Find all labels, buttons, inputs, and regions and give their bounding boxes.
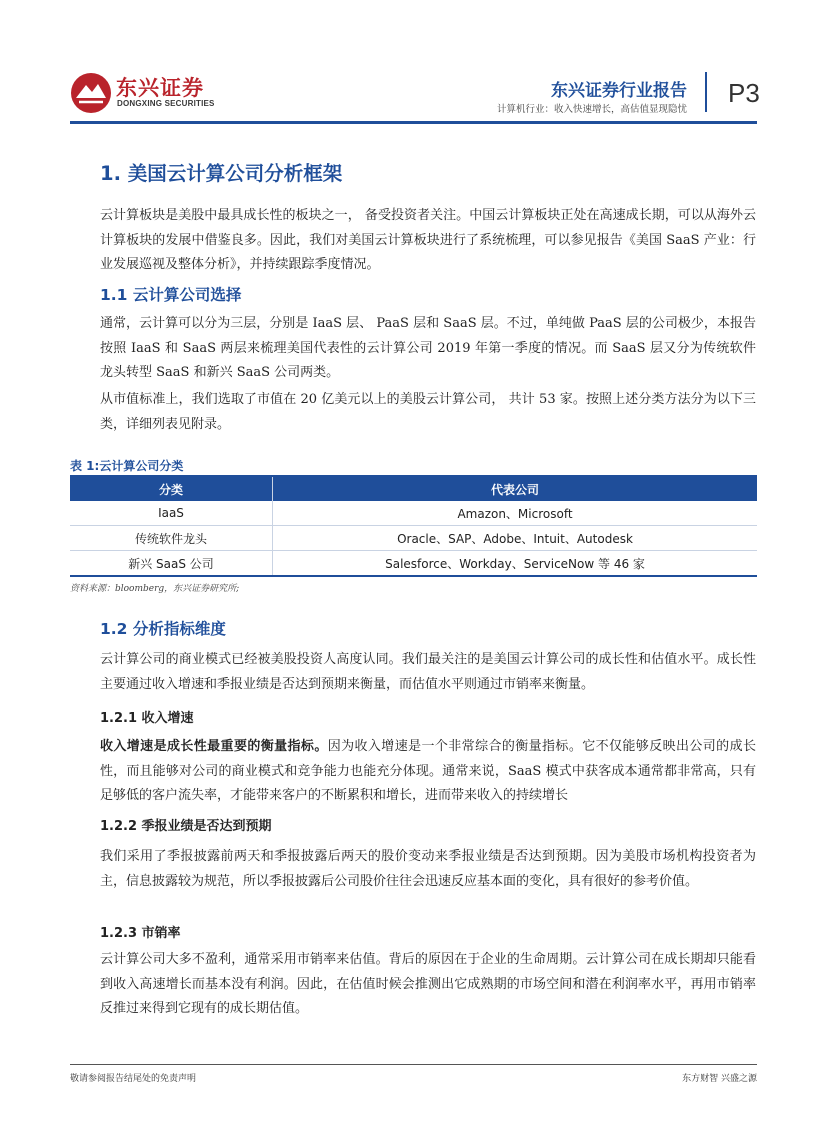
footer-slogan: 东方财智 兴盛之源 (682, 1074, 757, 1084)
section-1-title: 1. 美国云计算公司分析框架 (100, 162, 343, 185)
report-subtitle: 计算机行业：收入快速增长，高估值显现隐忧 (496, 104, 687, 115)
section-1-2-3-body: 云计算公司大多不盈利，通常采用市销率来估值。背后的原因在于企业的生命周期。云计算公司在成长期却只能看到收入高速增长而基本没有利润。因此，在估值时候会推测出它成熟期的市场空间和潜在利润率水平，再用市销率反推过来得到它现有的成长期估值。 (100, 952, 756, 1016)
logo-chinese-name: 东兴证券 (116, 76, 204, 100)
table-caption: 表 1:云计算公司分类 (70, 459, 184, 473)
section-1-2-2-title: 1.2.2 季报业绩是否达到预期 (100, 819, 272, 834)
table-row (70, 551, 757, 576)
logo-english-name: DONGXING SECURITIES (117, 99, 215, 108)
report-title: 东兴证券行业报告 (551, 81, 687, 101)
section-1-2-1-body (100, 735, 756, 809)
page-number: P3 (728, 78, 760, 108)
table-cell-category: 新兴 SaaS 公司 (70, 551, 273, 576)
footer-disclaimer: 敬请参阅报告结尾处的免责声明 (70, 1074, 197, 1084)
section-1-2-1-lead: 收入增速是成长性最重要的衡量指标。 (100, 739, 328, 754)
section-1-2-title: 1.2 分析指标维度 (100, 620, 226, 638)
table-bottom-rule (70, 575, 757, 577)
table-cell-companies: Amazon、Microsoft (273, 501, 758, 526)
header-divider (705, 72, 707, 112)
table-source-note: 资料来源：bloomberg，东兴证券研究所; (70, 584, 240, 594)
table-cell-companies: Oracle、SAP、Adobe、Intuit、Autodesk (273, 526, 758, 551)
section-1-intro: 云计算板块是美股中最具成长性的板块之一， 备受投资者关注。中国云计算板块正处在高速成长期，可以从海外云计算板块的发展中借鉴良多。因此，我们对美国云计算板块进行了系统梳理，可以参见报告《美国 SaaS 产业：行业发展巡视及整体分析》，并持续跟踪季度情况。 (100, 208, 756, 272)
classification-table (70, 477, 757, 576)
section-1-2-1-title: 1.2.1 收入增速 (100, 711, 194, 726)
section-1-2-intro: 云计算公司的商业模式已经被美股投资人高度认同。我们最关注的是美国云计算公司的成长性和估值水平。成长性主要通过收入增速和季报业绩是否达到预期来衡量，而估值水平则通过市销率来衡量。 (100, 652, 756, 692)
table-cell-companies: Salesforce、Workday、ServiceNow 等 46 家 (273, 551, 758, 576)
section-1-1-para-1: 通常，云计算可以分为三层，分别是 IaaS 层、 PaaS 层和 SaaS 层。不过，单纯做 PaaS 层的公司极少，本报告按照 IaaS 和 SaaS 两层来梳理美国代表性的云计算公司 2019 年第一季度的情况。而 SaaS 层又分为传统软件龙头转型 SaaS 和新兴 SaaS 公司两类。 (100, 316, 756, 380)
footer-rule (70, 1064, 757, 1065)
section-1-2-2-body: 我们采用了季报披露前两天和季报披露后两天的股价变动来季报业绩是否达到预期。因为美股市场机构投资者为主，信息披露较为规范，所以季报披露后公司股价往往会迅速反应基本面的变化，具有很好的参考价值。 (100, 849, 756, 889)
table-header-row (70, 477, 757, 501)
table-cell-category: IaaS (70, 501, 273, 526)
table-row (70, 501, 757, 526)
section-1-1-title: 1.1 云计算公司选择 (100, 286, 242, 304)
company-logo-icon (70, 72, 112, 114)
section-1-2-1-text: 因为收入增速是一个非常综合的衡量指标。它不仅能够反映出公司的成长性，而且能够对公司的商业模式和竞争能力也能充分体现。通常来说，SaaS 模式中获客成本通常都非常高，只有足够低的客户流失率，才能带来客户的不断累积和增长，进而带来收入的持续增长 (100, 739, 756, 803)
section-1-2-3-title: 1.2.3 市销率 (100, 926, 181, 941)
table-header-category: 分类 (70, 477, 273, 501)
table-cell-category: 传统软件龙头 (70, 526, 273, 551)
header-rule (70, 121, 757, 124)
table-row (70, 526, 757, 551)
table-header-companies: 代表公司 (273, 477, 758, 501)
section-1-1-para-2: 从市值标准上，我们选取了市值在 20 亿美元以上的美股云计算公司， 共计 53 家。按照上述分类方法分为以下三类，详细列表见附录。 (100, 392, 756, 432)
